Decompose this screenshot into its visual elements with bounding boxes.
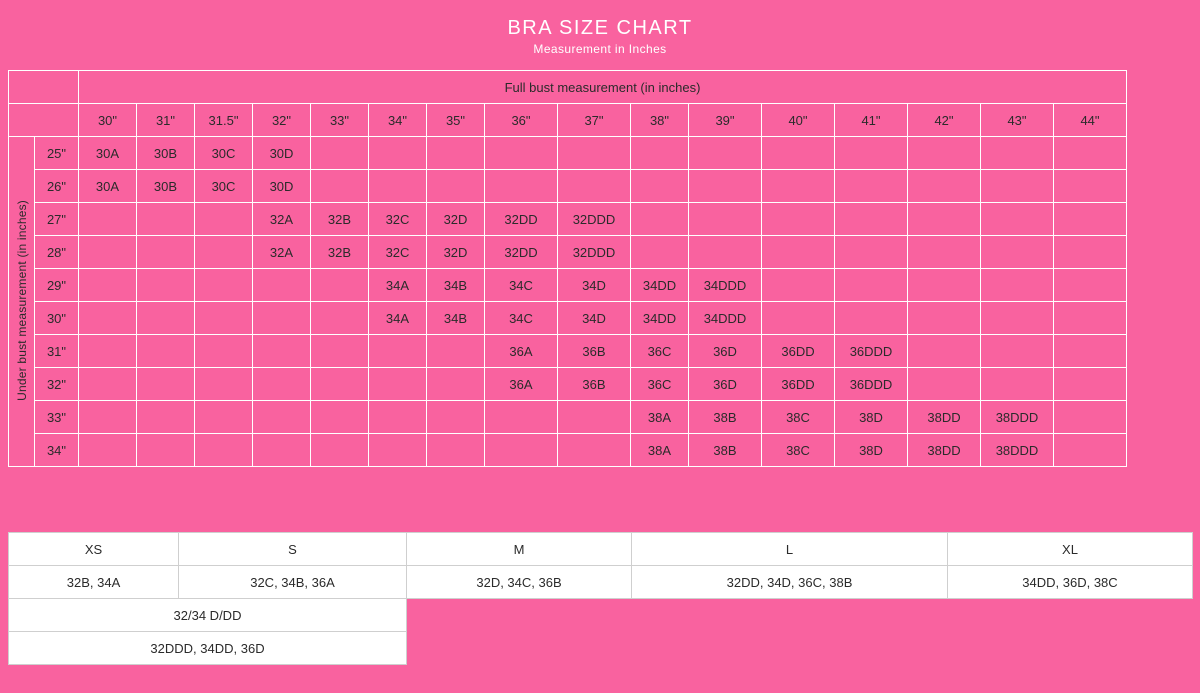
size-cell: 32B xyxy=(311,203,369,236)
size-label-header: XL xyxy=(948,533,1193,566)
size-cell: 30D xyxy=(253,170,311,203)
size-cell: 34DD xyxy=(631,302,689,335)
empty-cell xyxy=(79,269,137,302)
empty-cell xyxy=(631,137,689,170)
size-cell: 32DDD xyxy=(558,236,631,269)
empty-cell xyxy=(981,302,1054,335)
empty-cell xyxy=(981,368,1054,401)
empty-cell xyxy=(311,434,369,467)
empty-cell xyxy=(137,236,195,269)
size-cell: 34DD xyxy=(631,269,689,302)
empty-cell xyxy=(485,137,558,170)
empty-cell xyxy=(981,236,1054,269)
empty-cell xyxy=(427,368,485,401)
bust-column-header: 30" xyxy=(79,104,137,137)
size-cell: 38DD xyxy=(908,434,981,467)
empty-cell xyxy=(1054,368,1127,401)
empty-cell xyxy=(1054,137,1127,170)
size-cell: 34DDD xyxy=(689,269,762,302)
empty-cell xyxy=(137,302,195,335)
empty-cell xyxy=(79,335,137,368)
empty-cell xyxy=(1054,335,1127,368)
empty-cell xyxy=(1054,203,1127,236)
empty-cell xyxy=(1054,236,1127,269)
underbust-row-header: 29" xyxy=(35,269,79,302)
empty-cell xyxy=(253,335,311,368)
size-cell: 30C xyxy=(195,137,253,170)
size-equivalents-cell: 32DD, 34D, 36C, 38B xyxy=(632,566,948,599)
empty-cell xyxy=(79,401,137,434)
empty-cell xyxy=(689,203,762,236)
size-cell: 32DD xyxy=(485,236,558,269)
empty-cell xyxy=(1054,434,1127,467)
empty-cell xyxy=(427,335,485,368)
size-cell: 34DDD xyxy=(689,302,762,335)
size-cell: 32B xyxy=(311,236,369,269)
empty-cell xyxy=(485,170,558,203)
bust-column-header: 31" xyxy=(137,104,195,137)
empty-cell xyxy=(762,137,835,170)
size-cell: 36D xyxy=(689,335,762,368)
empty-cell xyxy=(689,170,762,203)
size-equivalents-cell: 34DD, 36D, 38C xyxy=(948,566,1193,599)
empty-cell xyxy=(137,269,195,302)
size-cell: 36DD xyxy=(762,368,835,401)
bust-column-header: 41" xyxy=(835,104,908,137)
size-cell: 34A xyxy=(369,269,427,302)
empty-cell xyxy=(311,368,369,401)
empty-cell xyxy=(558,434,631,467)
size-cell: 34B xyxy=(427,269,485,302)
empty-cell xyxy=(981,170,1054,203)
size-cell: 32DD xyxy=(485,203,558,236)
size-cell: 36B xyxy=(558,368,631,401)
empty-cell xyxy=(137,434,195,467)
size-cell: 30A xyxy=(79,170,137,203)
bust-column-header: 39" xyxy=(689,104,762,137)
size-cell: 36DDD xyxy=(835,335,908,368)
underbust-row-header: 27" xyxy=(35,203,79,236)
empty-cell xyxy=(1054,170,1127,203)
empty-cell xyxy=(485,401,558,434)
empty-cell xyxy=(689,236,762,269)
size-cell: 36A xyxy=(485,335,558,368)
empty-cell xyxy=(558,401,631,434)
size-cell: 30B xyxy=(137,170,195,203)
empty-cell xyxy=(762,170,835,203)
empty-cell xyxy=(427,137,485,170)
size-cell: 34C xyxy=(485,269,558,302)
empty-cell xyxy=(79,236,137,269)
empty-cell xyxy=(908,302,981,335)
bust-column-header: 34" xyxy=(369,104,427,137)
empty-cell xyxy=(369,368,427,401)
empty-cell xyxy=(762,203,835,236)
empty-cell xyxy=(137,368,195,401)
column-group-header: Full bust measurement (in inches) xyxy=(79,71,1127,104)
empty-cell xyxy=(311,401,369,434)
bust-column-header: 40" xyxy=(762,104,835,137)
size-cell: 38A xyxy=(631,434,689,467)
size-cell: 32A xyxy=(253,203,311,236)
size-cell: 32D xyxy=(427,236,485,269)
empty-cell xyxy=(948,632,1193,665)
size-extra-cell: 32/34 D/DD xyxy=(9,599,407,632)
empty-cell xyxy=(253,368,311,401)
empty-cell xyxy=(981,203,1054,236)
underbust-row-header: 26" xyxy=(35,170,79,203)
empty-cell xyxy=(1054,302,1127,335)
bust-column-header: 42" xyxy=(908,104,981,137)
size-cell: 34B xyxy=(427,302,485,335)
empty-cell xyxy=(195,368,253,401)
empty-cell xyxy=(835,302,908,335)
size-cell: 30D xyxy=(253,137,311,170)
row-group-header-label: Under bust measurement (in inches) xyxy=(14,199,29,401)
size-cell: 34D xyxy=(558,269,631,302)
empty-cell xyxy=(835,269,908,302)
empty-cell xyxy=(195,203,253,236)
size-label-header: L xyxy=(632,533,948,566)
bust-column-header: 32" xyxy=(253,104,311,137)
empty-cell xyxy=(195,401,253,434)
size-equivalents-cell: 32B, 34A xyxy=(9,566,179,599)
empty-cell xyxy=(427,170,485,203)
underbust-row-header: 28" xyxy=(35,236,79,269)
empty-cell xyxy=(311,335,369,368)
underbust-row-header: 34" xyxy=(35,434,79,467)
empty-cell xyxy=(79,434,137,467)
size-cell: 38DD xyxy=(908,401,981,434)
size-label-header: S xyxy=(179,533,407,566)
empty-cell xyxy=(908,335,981,368)
size-cell: 36C xyxy=(631,368,689,401)
empty-cell xyxy=(137,203,195,236)
empty-cell xyxy=(195,335,253,368)
empty-cell xyxy=(427,434,485,467)
empty-cell xyxy=(908,236,981,269)
page-title: BRA SIZE CHART xyxy=(507,17,693,39)
size-cell: 38B xyxy=(689,434,762,467)
underbust-row-header: 25" xyxy=(35,137,79,170)
page-subtitle: Measurement in Inches xyxy=(533,42,667,56)
size-cell: 32D xyxy=(427,203,485,236)
size-cell: 38D xyxy=(835,401,908,434)
size-cell: 32C xyxy=(369,203,427,236)
empty-cell xyxy=(369,335,427,368)
empty-cell xyxy=(253,302,311,335)
empty-cell xyxy=(689,137,762,170)
underbust-row-header: 33" xyxy=(35,401,79,434)
underbust-row-header: 32" xyxy=(35,368,79,401)
bust-column-header: 38" xyxy=(631,104,689,137)
empty-cell xyxy=(835,236,908,269)
empty-cell xyxy=(253,269,311,302)
empty-cell xyxy=(1054,401,1127,434)
size-conversion-block xyxy=(8,532,1192,665)
empty-cell xyxy=(762,302,835,335)
empty-cell xyxy=(195,302,253,335)
empty-cell xyxy=(948,599,1193,632)
matrix-corner-blank xyxy=(9,71,79,104)
underbust-row-header: 30" xyxy=(35,302,79,335)
empty-cell xyxy=(631,170,689,203)
bust-column-header: 33" xyxy=(311,104,369,137)
empty-cell xyxy=(253,401,311,434)
empty-cell xyxy=(311,137,369,170)
empty-cell xyxy=(558,170,631,203)
empty-cell xyxy=(908,269,981,302)
empty-cell xyxy=(427,401,485,434)
size-cell: 36DD xyxy=(762,335,835,368)
empty-cell xyxy=(558,137,631,170)
bust-column-header: 31.5" xyxy=(195,104,253,137)
size-cell: 32A xyxy=(253,236,311,269)
empty-cell xyxy=(195,269,253,302)
size-cell: 32DDD xyxy=(558,203,631,236)
row-group-header xyxy=(9,137,35,467)
size-cell: 38C xyxy=(762,434,835,467)
bust-column-header: 44" xyxy=(1054,104,1127,137)
empty-cell xyxy=(407,632,632,665)
size-equivalents-cell: 32D, 34C, 36B xyxy=(407,566,632,599)
size-cell: 38DDD xyxy=(981,434,1054,467)
size-cell: 30B xyxy=(137,137,195,170)
empty-cell xyxy=(253,434,311,467)
size-cell: 34D xyxy=(558,302,631,335)
empty-cell xyxy=(981,137,1054,170)
empty-cell xyxy=(79,302,137,335)
size-cell: 38C xyxy=(762,401,835,434)
matrix-corner-blank-2 xyxy=(9,104,79,137)
size-cell: 38B xyxy=(689,401,762,434)
size-cell: 38A xyxy=(631,401,689,434)
empty-cell xyxy=(908,203,981,236)
size-cell: 36B xyxy=(558,335,631,368)
empty-cell xyxy=(195,434,253,467)
empty-cell xyxy=(981,269,1054,302)
empty-cell xyxy=(369,137,427,170)
size-label-header: M xyxy=(407,533,632,566)
empty-cell xyxy=(631,203,689,236)
size-cell: 38DDD xyxy=(981,401,1054,434)
bust-column-header: 37" xyxy=(558,104,631,137)
bust-column-header: 36" xyxy=(485,104,558,137)
size-cell: 36D xyxy=(689,368,762,401)
empty-cell xyxy=(79,203,137,236)
empty-cell xyxy=(762,236,835,269)
size-equivalents-cell: 32C, 34B, 36A xyxy=(179,566,407,599)
empty-cell xyxy=(407,599,632,632)
empty-cell xyxy=(908,170,981,203)
size-cell: 36A xyxy=(485,368,558,401)
empty-cell xyxy=(981,335,1054,368)
empty-cell xyxy=(835,170,908,203)
empty-cell xyxy=(137,335,195,368)
empty-cell xyxy=(369,170,427,203)
empty-cell xyxy=(632,599,948,632)
size-cell: 38D xyxy=(835,434,908,467)
empty-cell xyxy=(195,236,253,269)
size-extra-cell: 32DDD, 34DD, 36D xyxy=(9,632,407,665)
empty-cell xyxy=(1054,269,1127,302)
bust-column-header: 43" xyxy=(981,104,1054,137)
empty-cell xyxy=(311,269,369,302)
chart-title-block xyxy=(0,0,1200,64)
bust-column-header: 35" xyxy=(427,104,485,137)
empty-cell xyxy=(311,170,369,203)
empty-cell xyxy=(369,401,427,434)
empty-cell xyxy=(485,434,558,467)
size-cell: 36C xyxy=(631,335,689,368)
empty-cell xyxy=(79,368,137,401)
size-label-header: XS xyxy=(9,533,179,566)
size-matrix-table xyxy=(8,70,1127,467)
empty-cell xyxy=(835,137,908,170)
empty-cell xyxy=(835,203,908,236)
size-cell: 30C xyxy=(195,170,253,203)
size-cell: 34A xyxy=(369,302,427,335)
empty-cell xyxy=(908,137,981,170)
empty-cell xyxy=(762,269,835,302)
empty-cell xyxy=(137,401,195,434)
size-cell: 32C xyxy=(369,236,427,269)
size-cell: 34C xyxy=(485,302,558,335)
empty-cell xyxy=(908,368,981,401)
empty-cell xyxy=(311,302,369,335)
underbust-row-header: 31" xyxy=(35,335,79,368)
size-cell: 36DDD xyxy=(835,368,908,401)
size-cell: 30A xyxy=(79,137,137,170)
size-conversion-table xyxy=(8,532,1193,665)
empty-cell xyxy=(631,236,689,269)
size-matrix xyxy=(8,70,1127,467)
empty-cell xyxy=(369,434,427,467)
empty-cell xyxy=(632,632,948,665)
